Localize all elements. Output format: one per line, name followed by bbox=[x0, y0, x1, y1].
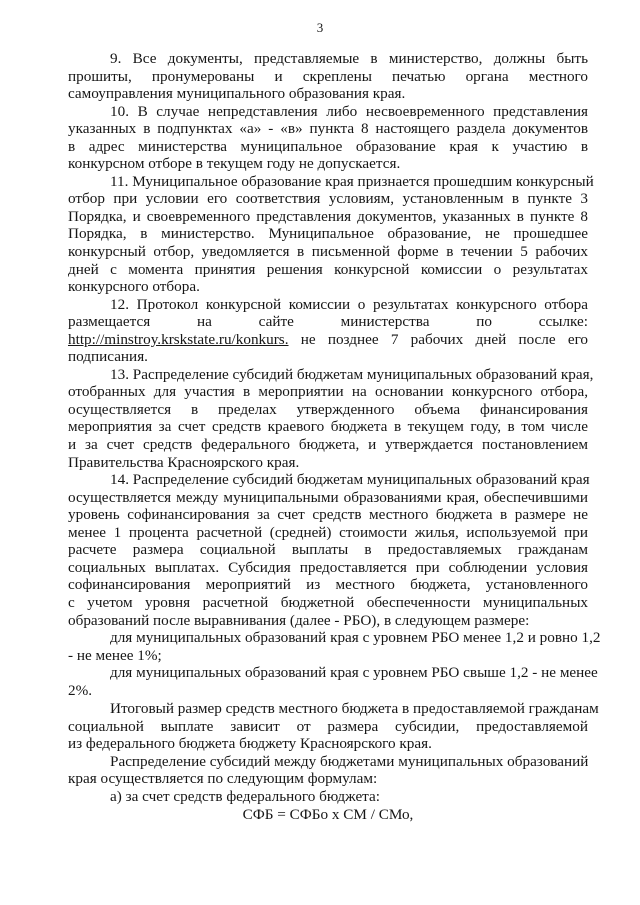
text-line: уровень софинансирования за счет средств местного бюджета в размере не bbox=[68, 506, 588, 524]
text-line: прошиты, пронумерованы и скреплены печатью органа местного bbox=[68, 67, 588, 85]
text-line: конкурсном отборе в текущем году не допускается. bbox=[68, 155, 401, 173]
document-body bbox=[68, 50, 601, 823]
paragraph-12 bbox=[68, 296, 588, 366]
text-line-with-link bbox=[68, 331, 588, 349]
text-line: 10. В случае непредставления либо несвоевременного представления bbox=[110, 102, 588, 120]
text-line: 2%. bbox=[68, 681, 93, 699]
text-line: указанных в подпунктах «а» - «в» пункта 8 настоящего раздела документов bbox=[68, 120, 588, 138]
text-line: края осуществляется по следующим формулам: bbox=[68, 770, 378, 788]
text-fragment: не позднее 7 рабочих дней после его bbox=[300, 330, 589, 348]
paragraph-distribution bbox=[68, 753, 588, 788]
paragraph-11 bbox=[68, 172, 594, 296]
text-line: социальной выплате зависит от размера субсидии, предоставляемой bbox=[68, 717, 588, 735]
text-line: - не менее 1%; bbox=[68, 646, 162, 664]
text-line: для муниципальных образований края с уровнем РБО менее 1,2 и ровно 1,2 bbox=[110, 629, 601, 647]
paragraph-14 bbox=[68, 471, 588, 629]
text-line: социальных выплатах. Субсидия предоставляется при соблюдении условия bbox=[68, 558, 588, 576]
text-line: с учетом уровня расчетной бюджетной обеспеченности муниципальных bbox=[68, 593, 588, 611]
text-line: конкурсного отбора. bbox=[68, 278, 200, 296]
paragraph-rbo-high bbox=[68, 664, 598, 699]
text-line: менее 1 процента расчетной (средней) стоимости жилья, используемой при bbox=[68, 523, 588, 541]
formula-line: СФБ = СФБо х СМ / СМо, bbox=[242, 805, 414, 823]
text-line: осуществляется между муниципальными образованиями края, обеспечившими bbox=[68, 488, 588, 506]
text-line: для муниципальных образований края с уровнем РБО свыше 1,2 - не менее bbox=[110, 664, 598, 682]
text-line: 12. Протокол конкурсной комиссии о результатах конкурсного отбора bbox=[110, 295, 588, 313]
paragraph-9 bbox=[68, 50, 588, 103]
text-line: софинансирования мероприятий из местного бюджета, установленного bbox=[68, 576, 588, 594]
text-line: Порядка, в министерство. Муниципальное образование, не прошедшее bbox=[68, 225, 588, 243]
text-line: размещается на сайте министерства по ссылке: bbox=[68, 313, 588, 331]
text-line: Правительства Красноярского края. bbox=[68, 453, 300, 471]
text-line: дней с момента принятия решения конкурсной комиссии о результатах bbox=[68, 260, 588, 278]
text-line: мероприятия за счет средств краевого бюджета в текущем году, в том числе bbox=[68, 418, 588, 436]
text-line: а) за счет средств федерального бюджета: bbox=[110, 787, 380, 805]
text-line: отбор при условии его соответствия условиям, установленным в пункте 3 bbox=[68, 190, 588, 208]
text-line: Распределение субсидий между бюджетами муниципальных образований bbox=[110, 752, 589, 770]
text-line: 9. Все документы, представляемые в министерство, должны быть bbox=[110, 50, 588, 67]
paragraph-federal-budget bbox=[68, 788, 588, 806]
text-line: 11. Муниципальное образование края признается прошедшим конкурсный bbox=[110, 172, 594, 190]
page-number: 3 bbox=[316, 20, 324, 35]
formula bbox=[68, 806, 588, 824]
text-line: Порядка, и своевременного представления документов, указанных в пункте 8 bbox=[68, 207, 588, 225]
paragraph-rbo-low bbox=[68, 629, 601, 664]
text-line: осуществляется в пределах утвержденного объема финансирования bbox=[68, 400, 588, 418]
text-line: самоуправления муниципального образования края. bbox=[68, 85, 406, 103]
text-line: в адрес министерства муниципальное образование края к участию в bbox=[68, 137, 588, 155]
text-line: образований после выравнивания (далее - РБО), в следующем размере: bbox=[68, 611, 530, 629]
text-line: 14. Распределение субсидий бюджетам муниципальных образований края bbox=[110, 471, 590, 489]
text-line: отобранных для участия в мероприятии на основании конкурсного отбора, bbox=[68, 383, 588, 401]
text-line: Итоговый размер средств местного бюджета в предоставляемой гражданам bbox=[110, 700, 599, 718]
text-line: и за счет средств федерального бюджета, и утверждается постановлением bbox=[68, 436, 588, 454]
text-line: подписания. bbox=[68, 348, 148, 366]
text-line: расчете размера социальной выплаты в предоставляемых гражданам bbox=[68, 541, 588, 559]
konkurs-link[interactable]: http://minstroy.krskstate.ru/konkurs. bbox=[68, 330, 289, 348]
paragraph-13 bbox=[68, 365, 594, 471]
paragraph-total-amount bbox=[68, 700, 599, 753]
text-line: из федерального бюджета бюджету Красноярского края. bbox=[68, 735, 432, 753]
text-line: 13. Распределение субсидий бюджетам муниципальных образований края, bbox=[110, 365, 594, 383]
text-line: конкурсный отбор, уведомляется в письменной форме в течении 5 рабочих bbox=[68, 243, 588, 261]
paragraph-10 bbox=[68, 103, 588, 173]
